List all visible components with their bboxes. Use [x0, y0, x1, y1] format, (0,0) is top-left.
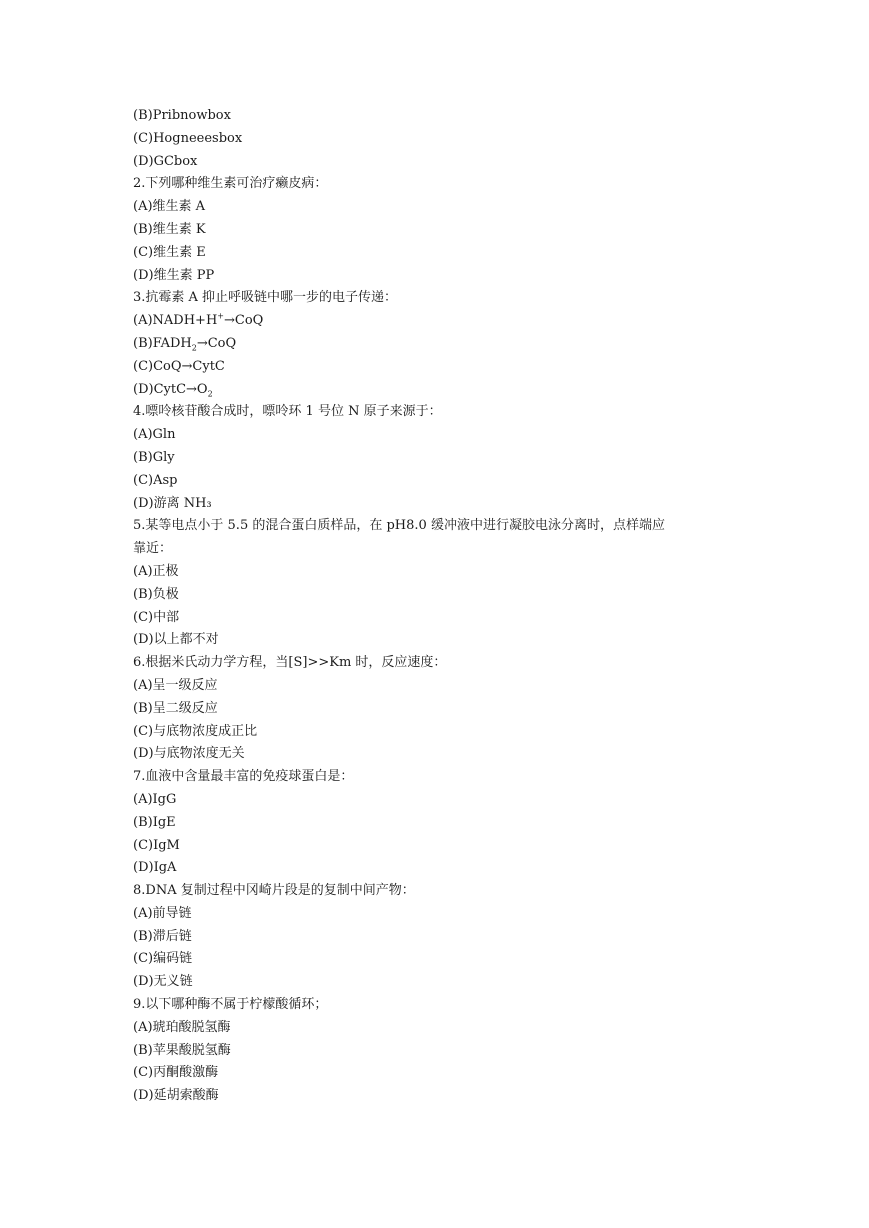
- question-text: 5.某等电点小于 5.5 的混合蛋白质样品，在 pH8.0 缓冲液中进行凝胶电泳分离时，点样端应: [133, 518, 665, 534]
- answer-option: (D)IgA: [133, 860, 177, 876]
- answer-option: (A)NADH+H+→CoQ: [133, 311, 264, 329]
- answer-option: (D)与底物浓度无关: [133, 746, 245, 762]
- answer-option: (B)滞后链: [133, 928, 192, 944]
- answer-option: (A)Gln: [133, 427, 176, 443]
- answer-option: (C)Hogneeesbox: [133, 130, 243, 146]
- answer-option: (C)编码链: [133, 951, 193, 967]
- answer-option: (C)CoQ→CytC: [133, 358, 225, 374]
- question-text: 6.根据米氏动力学方程，当[S]>>Km 时，反应速度：: [133, 655, 447, 671]
- question-text: 4.嘌呤核苷酸合成时，嘌呤环 1 号位 N 原子来源于：: [133, 404, 442, 420]
- answer-option: (C)丙酮酸激酶: [133, 1065, 219, 1081]
- answer-option: (D)GCbox: [133, 153, 198, 169]
- answer-option: (B)负极: [133, 586, 179, 602]
- answer-option: (C)中部: [133, 609, 180, 625]
- answer-option: (C)Asp: [133, 472, 178, 488]
- answer-option: (A)呈一级反应: [133, 677, 218, 693]
- answer-option: (A)维生素 A: [133, 199, 206, 215]
- question-text: 3.抗霉素 A 抑止呼吸链中哪一步的电子传递：: [133, 290, 398, 306]
- answer-option: (B)Gly: [133, 449, 175, 465]
- answer-option: (C)维生素 E: [133, 244, 206, 260]
- answer-option: (D)游离 NH₃: [133, 495, 212, 511]
- answer-option: (A)正极: [133, 563, 179, 579]
- answer-option: (A)琥珀酸脱氢酶: [133, 1019, 231, 1035]
- answer-option: $(D)CytC\to O_2$: [133, 381, 213, 399]
- answer-option: (D)延胡索酸酶: [133, 1088, 219, 1104]
- answer-option: (D)以上都不对: [133, 632, 219, 648]
- answer-option: (D)无义链: [133, 974, 193, 990]
- answer-option: (C)IgM: [133, 837, 180, 853]
- question-text: 8.DNA 复制过程中冈崎片段是的复制中间产物：: [133, 883, 415, 899]
- answer-option: (B)苹果酸脱氢酶: [133, 1042, 231, 1058]
- question-text: 9.以下哪种酶不属于柠檬酸循环；: [133, 997, 328, 1013]
- answer-option: (A)前导链: [133, 905, 192, 921]
- answer-option: (C)与底物浓度成正比: [133, 723, 258, 739]
- answer-option: (B)呈二级反应: [133, 700, 218, 716]
- answer-option: (A)IgG: [133, 791, 177, 807]
- answer-option: (B)Pribnowbox: [133, 108, 231, 123]
- document-body: [133, 105, 743, 1108]
- answer-option: (B)维生素 K: [133, 221, 206, 237]
- answer-option: $(B)FADH_2\to CoQ$: [133, 335, 237, 353]
- question-text: 7.血液中含量最丰富的免疫球蛋白是：: [133, 769, 354, 785]
- question-text: 靠近：: [133, 541, 173, 557]
- question-text: 2.下列哪种维生素可治疗癞皮病：: [133, 176, 328, 192]
- answer-option: (D)维生素 PP: [133, 267, 215, 283]
- answer-option: (B)IgE: [133, 814, 176, 830]
